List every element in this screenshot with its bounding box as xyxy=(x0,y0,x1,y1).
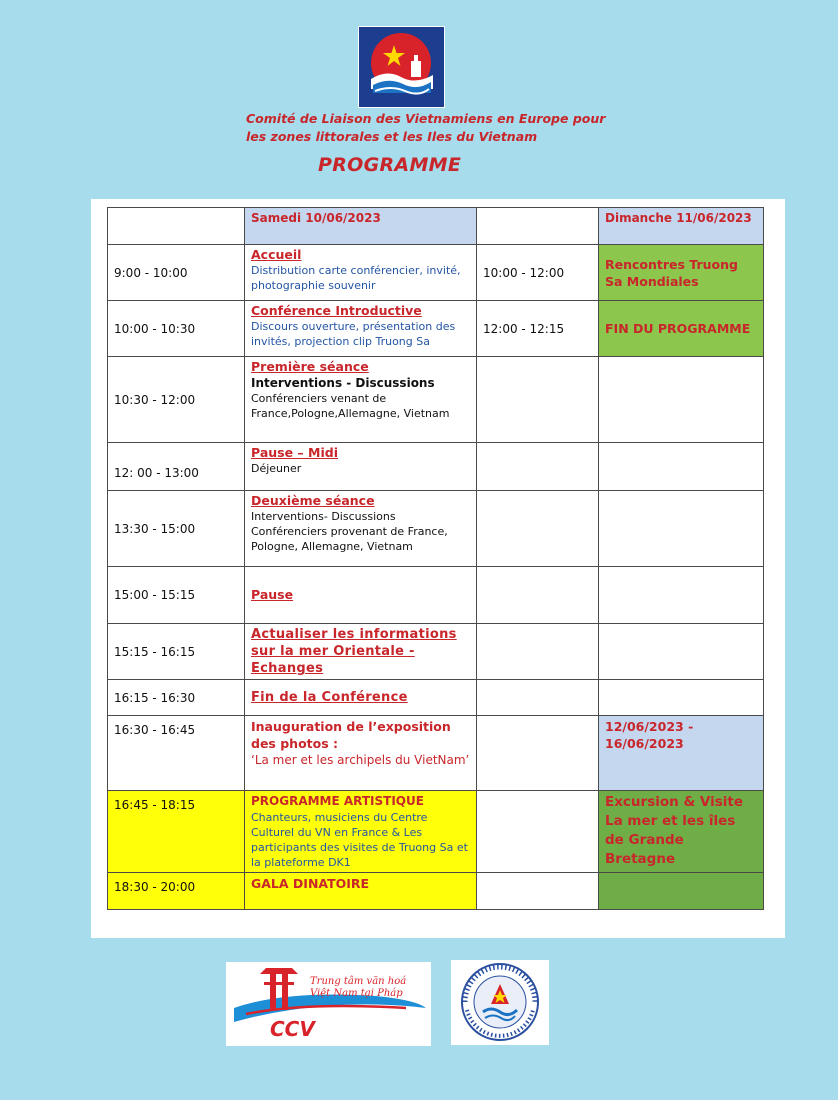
sunday-cell xyxy=(599,716,764,791)
table-cell xyxy=(477,491,599,567)
association-seal xyxy=(451,960,549,1045)
table-cell xyxy=(599,357,764,443)
session-title: Fin de la Conférence xyxy=(251,690,408,705)
session-cell xyxy=(245,567,477,624)
table-row xyxy=(108,624,764,680)
session-cell xyxy=(245,491,477,567)
time-cell: 16:30 - 16:45 xyxy=(108,716,245,791)
session-desc: Déjeuner xyxy=(251,462,302,475)
session-title: Conférence Introductive xyxy=(251,303,422,318)
table-cell xyxy=(477,357,599,443)
sunday-event: FIN DU PROGRAMME xyxy=(605,321,751,336)
session-cell xyxy=(245,443,477,491)
table-row xyxy=(108,791,764,873)
session-desc: Distribution carte conférencier, invité, photographie souvenir xyxy=(251,264,461,292)
session-subtitle: Interventions - Discussions xyxy=(251,376,435,390)
organization-heading xyxy=(246,110,626,146)
session-cell xyxy=(245,791,477,873)
table-cell xyxy=(477,716,599,791)
table-cell xyxy=(599,567,764,624)
sunday-cell xyxy=(599,245,764,301)
sunday-event: Rencontres Truong Sa Mondiales xyxy=(605,256,738,289)
saturday-header: Samedi 10/06/2023 xyxy=(245,208,477,245)
session-title: Première séance xyxy=(251,359,369,374)
session-cell xyxy=(245,301,477,357)
session-cell xyxy=(245,716,477,791)
sunday-cell xyxy=(599,301,764,357)
ccv-line-1: Trung tâm văn hoá xyxy=(310,976,407,987)
time-cell: 15:15 - 16:15 xyxy=(108,624,245,680)
time-cell: 12:00 - 12:15 xyxy=(477,301,599,357)
org-line-2: les zones littorales et les Iles du Vietnam xyxy=(246,129,538,144)
table-row xyxy=(108,301,764,357)
table-cell xyxy=(599,443,764,491)
table-cell xyxy=(599,680,764,716)
table-cell xyxy=(477,567,599,624)
ccv-abbr: CCV xyxy=(270,1017,315,1041)
session-cell xyxy=(245,873,477,910)
session-cell xyxy=(245,680,477,716)
table-cell xyxy=(599,873,764,910)
session-title: Accueil xyxy=(251,247,302,262)
ccv-line-2: Việt Nam tại Pháp xyxy=(310,988,403,999)
table-cell xyxy=(599,624,764,680)
session-desc: Conférenciers venant de France,Pologne,Allemagne, Vietnam xyxy=(251,392,450,420)
table-row xyxy=(108,716,764,791)
time-cell: 18:30 - 20:00 xyxy=(108,873,245,910)
session-desc: Discours ouverture, présentation des invités, projection clip Truong Sa xyxy=(251,320,456,348)
session-desc: ‘La mer et les archipels du VietNam’ xyxy=(251,753,470,767)
table-row xyxy=(108,873,764,910)
session-title: Pause xyxy=(251,587,294,602)
table-row xyxy=(108,245,764,301)
sunday-dates: 12/06/2023 - 16/06/2023 xyxy=(605,719,694,751)
session-title: Deuxième séance xyxy=(251,493,375,508)
time-cell: 10:00 - 12:00 xyxy=(477,245,599,301)
table-cell xyxy=(108,208,245,245)
table-row xyxy=(108,357,764,443)
table-cell xyxy=(477,208,599,245)
org-line-1: Comité de Liaison des Vietnamiens en Europe pour xyxy=(246,111,606,126)
sunday-event: Excursion & Visite La mer et les îles de Grande Bretagne xyxy=(605,794,744,867)
time-cell: 13:30 - 15:00 xyxy=(108,491,245,567)
session-title: Pause – Midi xyxy=(251,445,338,460)
committee-logo xyxy=(358,26,445,108)
session-desc: Interventions- Discussions Conférenciers provenant de France, Pologne, Allemagne, Vietnam xyxy=(251,510,448,553)
session-cell xyxy=(245,357,477,443)
time-cell: 10:00 - 10:30 xyxy=(108,301,245,357)
time-cell: 16:15 - 16:30 xyxy=(108,680,245,716)
table-row xyxy=(108,443,764,491)
ccv-logo xyxy=(226,962,431,1046)
session-desc: Chanteurs, musiciens du Centre Culturel du VN en France & Les participants des visites de Truong Sa et la plateforme DK1 xyxy=(251,811,468,869)
page-title: PROGRAMME xyxy=(318,154,462,176)
time-cell: 12: 00 - 13:00 xyxy=(108,443,245,491)
schedule-table xyxy=(107,207,764,910)
session-cell xyxy=(245,245,477,301)
sunday-cell xyxy=(599,791,764,873)
time-cell: 15:00 - 15:15 xyxy=(108,567,245,624)
table-cell xyxy=(477,624,599,680)
table-cell xyxy=(599,491,764,567)
table-header-row xyxy=(108,208,764,245)
time-cell: 10:30 - 12:00 xyxy=(108,357,245,443)
session-cell xyxy=(245,624,477,680)
table-cell xyxy=(477,680,599,716)
table-row xyxy=(108,680,764,716)
session-title: Actualiser les informations sur la mer Orientale - Echanges xyxy=(251,627,457,676)
table-cell xyxy=(477,873,599,910)
table-cell xyxy=(477,791,599,873)
time-cell: 9:00 - 10:00 xyxy=(108,245,245,301)
session-title: Inauguration de l’exposition des photos : xyxy=(251,719,451,751)
session-title: GALA DINATOIRE xyxy=(251,876,370,891)
table-cell xyxy=(477,443,599,491)
table-row xyxy=(108,567,764,624)
sunday-header: Dimanche 11/06/2023 xyxy=(599,208,764,245)
session-title: PROGRAMME ARTISTIQUE xyxy=(251,794,424,808)
time-cell: 16:45 - 18:15 xyxy=(108,791,245,873)
table-row xyxy=(108,491,764,567)
